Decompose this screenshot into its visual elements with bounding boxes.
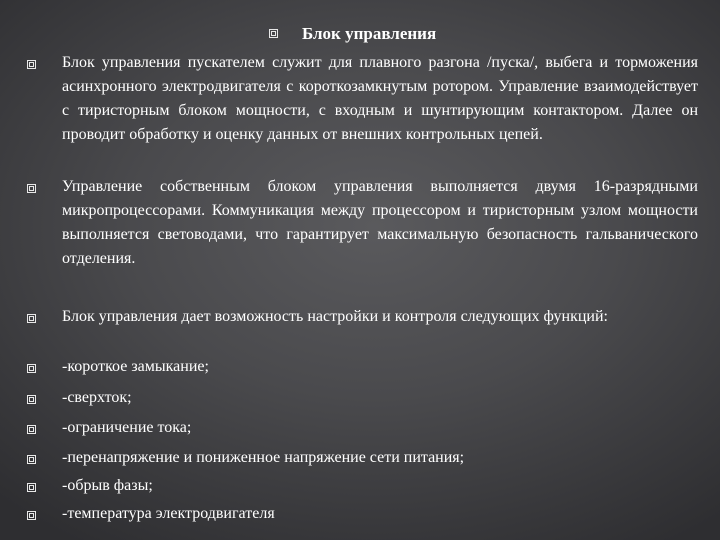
- paragraph-text: Блок управления пускателем служит для плавного разгона /пуска/, выбега и торможения асинхронного электродвигателя с короткозамкнутым ротором. Управление взаимодействует с тиристорным блоком мощности, с входным и шунтирующим контактором. Далее он проводит обработку и оценку данных от внешних контрольных цепей.: [62, 54, 698, 143]
- square-bullet-icon: [27, 184, 36, 193]
- list-item-text: -температура электродвигателя: [62, 505, 275, 522]
- slide-title: Блок управления: [302, 24, 437, 43]
- square-bullet-icon: [27, 455, 36, 464]
- square-bullet-icon: [27, 314, 36, 323]
- square-bullet-icon: [27, 395, 36, 404]
- list-item-text: -обрыв фазы;: [62, 477, 153, 494]
- paragraph-text: Блок управления дает возможность настройки и контроля следующих функций:: [62, 308, 608, 325]
- square-bullet-icon: [27, 511, 36, 520]
- square-bullet-icon: [27, 60, 36, 69]
- square-bullet-icon: [27, 425, 36, 434]
- square-bullet-icon: [27, 483, 36, 492]
- list-item-text: -короткое замыкание;: [62, 358, 209, 375]
- square-bullet-icon: [269, 29, 278, 38]
- title-row: [0, 22, 720, 46]
- list-item-text: -перенапряжение и пониженное напряжение сети питания;: [62, 449, 465, 466]
- paragraph-text: Управление собственным блоком управления выполняется двумя 16-разрядными микропроцессорами. Коммуникация между процессором и тиристорным узлом мощности выполняется световодами, что гарантирует максимальную безопасность гальванического отделения.: [62, 178, 698, 267]
- list-item-text: -ограничение тока;: [62, 419, 192, 436]
- square-bullet-icon: [27, 364, 36, 373]
- list-item-text: -сверхток;: [62, 389, 132, 406]
